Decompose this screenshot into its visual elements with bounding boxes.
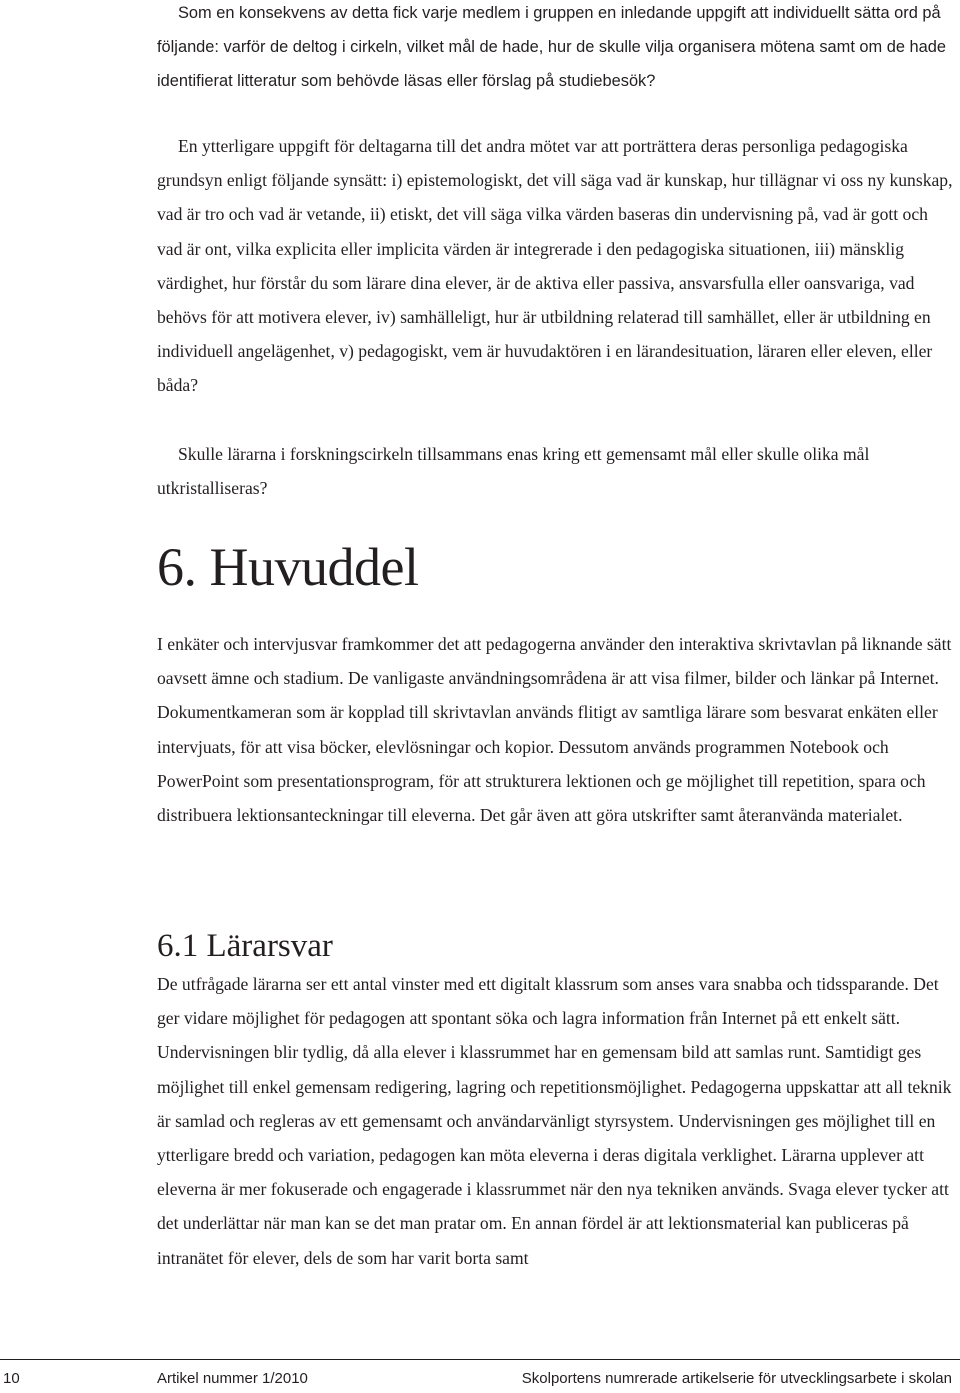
footer-series: Skolportens numrerade artikelserie för utvecklingsarbete i skolan xyxy=(521,1370,952,1387)
page-number: 10 xyxy=(3,1370,20,1387)
intro-paragraph: Som en konsekvens av detta fick varje medlem i gruppen en inledande uppgift att individuellt sätta ord på följande: varför de deltog i cirkeln, vilket mål de hade, hur de skulle vilja organisera mötena samt om de hade identifierat litteratur som behövde läsas eller förslag på studiebesök? xyxy=(157,4,946,90)
section-body-paragraph: I enkäter och intervjusvar framkommer det att pedagogerna använder den interaktiva skrivtavlan på liknande sätt oavsett ämne och stadium. De vanligaste användningsområdena är att visa filmer, bilder och länkar på Internet. Dokumentkameran som är kopplad till skrivtavlan används flitigt av samtliga lärare som besvarat enkäten eller intervjuats, för att visa böcker, elevlösningar och kopior. Dessutom används programmen Notebook och PowerPoint som presentationsprogram, för att strukturera lektionen och ge möjlighet till repetition, spara och distribuera lektionsanteckningar till eleverna. Det går även att göra utskrifter samt återanvända materialet. xyxy=(157,634,952,826)
subsection-body-paragraph: De utfrågade lärarna ser ett antal vinster med ett digitalt klassrum som anses vara snabba och tidssparande. Det ger vidare möjlighet för pedagogen att spontant söka och lagra information från Internet på ett enkelt sätt. Undervisningen blir tydlig, då alla elever i klassrummet har en gemensam bild att samlas runt. Samtidigt ges möjlighet till enkel gemensam redigering, lagring och repetitionsmöjlighet. Pedagogerna uppskattar att all teknik är samlad och regleras av ett gemensamt och användarvänligt styrsystem. Undervisningen ges möjlighet till en ytterligare bredd och variation, pedagogen kan möta eleverna i deras digitala verklighet. Lärarna upplever att eleverna är mer fokuserade och engagerade i klassrummet när den nya tekniken används. Svaga elever tycker att det underlättar när man kan se det man pratar om. En annan fördel är att lektionsmaterial kan publiceras på intranätet för elever, dels de som har varit borta samt xyxy=(157,974,952,1268)
subsection-heading: 6.1 Lärarsvar xyxy=(157,928,333,964)
section-heading: 6. Huvuddel xyxy=(157,537,419,597)
footer-rule xyxy=(0,1359,960,1360)
task-paragraph: En ytterligare uppgift för deltagarna till det andra mötet var att porträttera deras personliga pedagogiska grundsyn enligt följande synsätt: i) epistemologiskt, det vill säga vad är kunskap, hur tillägnar vi oss ny kunskap, vad är tro och vad är vetande, ii) etiskt, det vill säga vilka värden baseras din undervisning på, vad är gott och vad är ont, vilka explicita eller implicita värden är integrerade i den pedagogiska situationen, iii) mänsklig värdighet, hur förstår du som lärare dina elever, är de aktiva eller passiva, ansvarsfulla eller oansvariga, vad behövs för att motivera elever, iv) samhälleligt, hur är utbildning relaterad till samhället, eller är utbildning en individuell angelägenhet, v) pedagogiskt, vem är huvudaktören i en lärandesituation, läraren eller eleven, eller båda? xyxy=(157,136,953,396)
question-paragraph: Skulle lärarna i forskningscirkeln tillsammans enas kring ett gemensamt mål eller skulle olika mål utkristalliseras? xyxy=(157,444,870,499)
footer-issue: Artikel nummer 1/2010 xyxy=(157,1370,308,1387)
